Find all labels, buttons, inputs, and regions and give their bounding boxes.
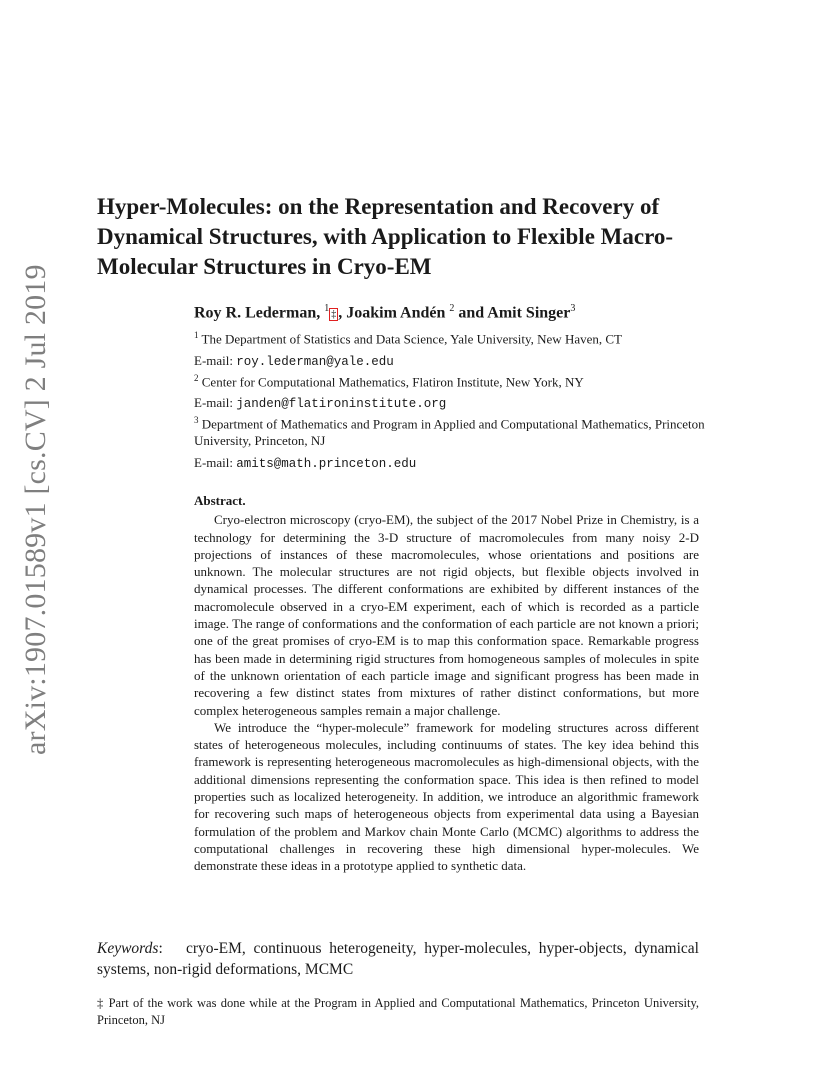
footnote-text: Part of the work was done while at the Program in Applied and Computational Mathematics, Princeton University, Princeton, NJ bbox=[97, 996, 700, 1027]
affiliation-1 bbox=[194, 327, 714, 347]
keywords-text: cryo-EM, continuous heterogeneity, hyper-molecules, hyper-objects, dynamical systems, non-rigid deformations, MCMC bbox=[97, 940, 699, 978]
footnote bbox=[97, 995, 699, 1029]
affiliation-text: The Department of Statistics and Data Science, Yale University, New Haven, CT bbox=[201, 331, 622, 347]
affiliation-number: 2 bbox=[194, 373, 199, 383]
abstract-paragraph: Cryo-electron microscopy (cryo-EM), the subject of the 2017 Nobel Prize in Chemistry, is a technology for determining the 3-D structure of macromolecules from many noisy 2-D projections of instances of these macromolecules, whose orientations and positions are unknown. The molecular structures are not rigid objects, but flexible objects involved in dynamical processes. The different conformations are exhibited by different instances of the macromolecule observed in a cryo-EM experiment, each of which is recorded as a particle image. The range of conformations and the conformation of each particle are not known a priori; one of the great promises of cryo-EM is to map this conformation space. Remarkable progress has been made in determining rigid structures from homogeneous samples of molecules in spite of the unknown orientation of each particle image and significant progress has been made in recovering a few distinct states from mixtures of rather distinct conformations, but more complex heterogeneous samples remain a major challenge. bbox=[194, 512, 699, 718]
email-label: E-mail: bbox=[194, 455, 233, 470]
email-label: E-mail: bbox=[194, 395, 233, 410]
author-affiliation-mark: 1 bbox=[324, 303, 330, 314]
keywords-label: Keywords bbox=[97, 940, 159, 957]
paper-title: Hyper-Molecules: on the Representation and Recovery of Dynamical Structures, with Application to Flexible Macro-Molecular Structures in Cryo-EM bbox=[97, 194, 674, 279]
affiliation-3 bbox=[194, 412, 714, 449]
author-name: and Amit Singer bbox=[454, 304, 571, 322]
footnote-link[interactable]: ‡ bbox=[331, 309, 337, 321]
email-line-2 bbox=[194, 394, 714, 413]
email-address[interactable]: amits@math.princeton.edu bbox=[236, 457, 417, 471]
email-address[interactable]: roy.lederman@yale.edu bbox=[236, 355, 394, 369]
abstract bbox=[194, 492, 699, 875]
author-affiliation-mark: 2 bbox=[449, 303, 455, 314]
author-name: , Joakim Andén bbox=[338, 304, 446, 322]
author-affiliation-mark: 3 bbox=[570, 303, 576, 314]
email-address[interactable]: janden@flatironinstitute.org bbox=[236, 397, 447, 411]
affiliation-text: Center for Computational Mathematics, Flatiron Institute, New York, NY bbox=[201, 374, 584, 390]
abstract-heading: Abstract. bbox=[194, 493, 246, 508]
footnote-mark: ‡ bbox=[97, 996, 105, 1010]
affiliation-text: Department of Mathematics and Program in Applied and Computational Mathematics, Princeton University, Princeton, NJ bbox=[194, 416, 705, 449]
arxiv-identifier: arXiv:1907.01589v1 [cs.CV] 2 Jul 2019 bbox=[19, 264, 52, 755]
affiliation-number: 1 bbox=[194, 330, 199, 340]
email-label: E-mail: bbox=[194, 353, 233, 368]
email-line-3 bbox=[194, 454, 714, 473]
keywords: Keywords: cryo-EM, continuous heterogeneity, hyper-molecules, hyper-objects, dynamical systems, non-rigid deformations, MCMC bbox=[97, 940, 699, 978]
author-name: Roy R. Lederman, bbox=[194, 304, 321, 322]
author-list bbox=[194, 303, 714, 322]
affiliation-number: 3 bbox=[194, 415, 199, 425]
affiliation-2 bbox=[194, 370, 714, 390]
email-line-1 bbox=[194, 352, 714, 371]
abstract-paragraph: We introduce the “hyper-molecule” framework for modeling structures across different states of heterogeneous molecules, including continuums of states. The key idea behind this framework is representing heterogeneous macromolecules as high-dimensional objects, with the additional dimensions representing the conformation space. This idea is then refined to model properties such as localized heterogeneity. In addition, we introduce an algorithmic framework for recovering such maps of heterogeneous objects from experimental data using a Bayesian formulation of the problem and Markov chain Monte Carlo (MCMC) algorithms to address the computational challenges in recovering these high dimensional hyper-molecules. We demonstrate these ideas in a prototype applied to synthetic data. bbox=[194, 719, 699, 874]
